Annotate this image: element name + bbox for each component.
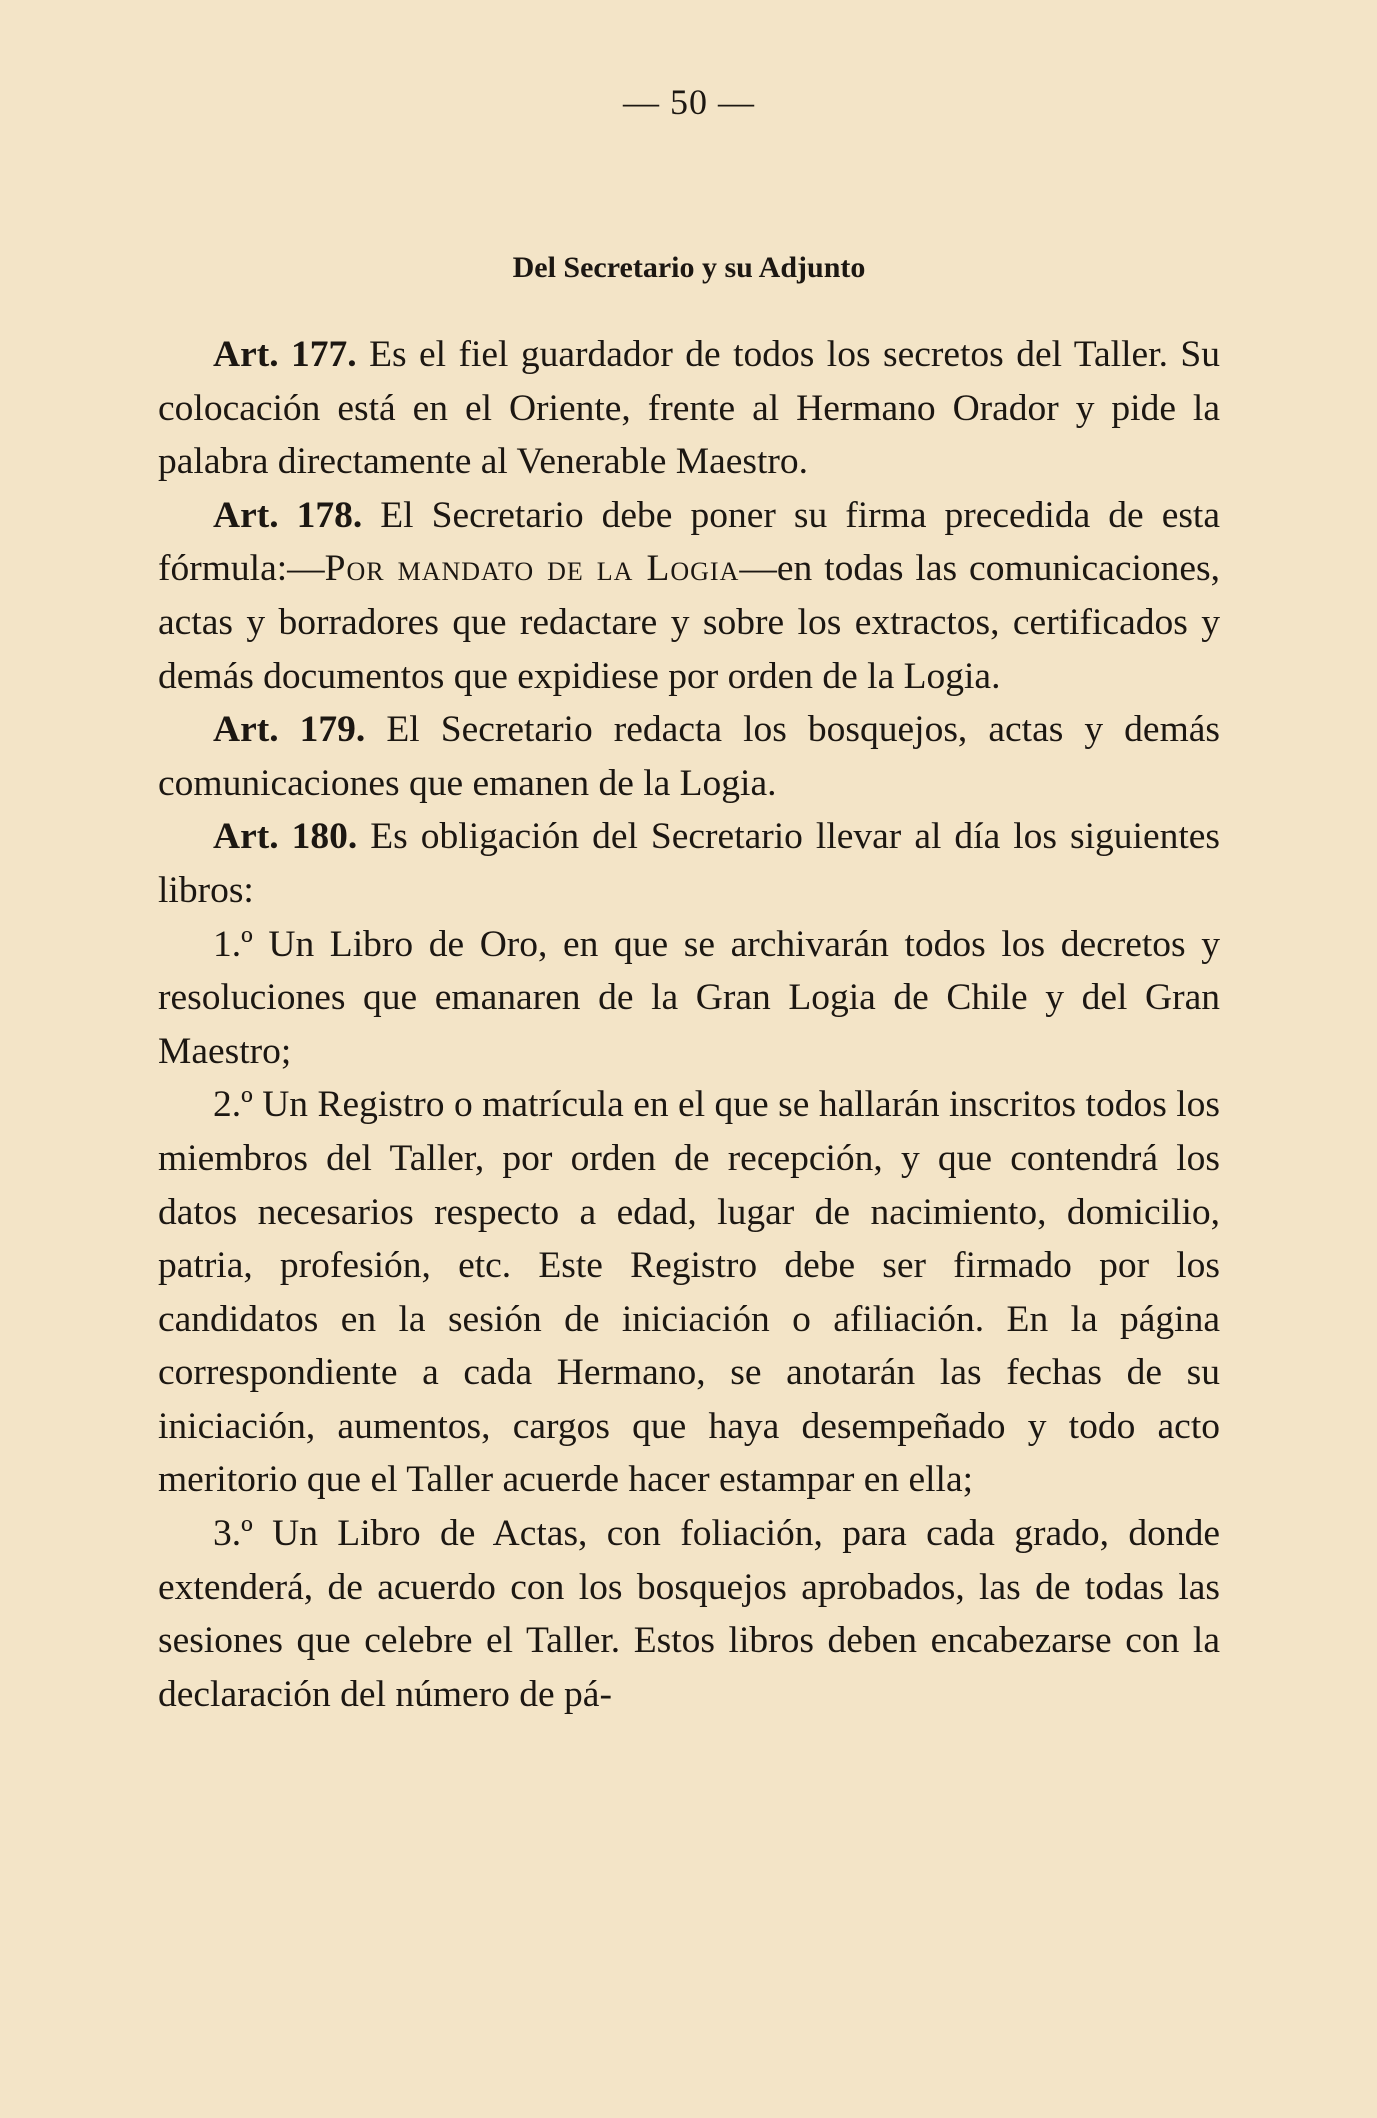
article-179 bbox=[158, 703, 1220, 810]
article-label: Art. 177. bbox=[213, 334, 357, 375]
list-item-1: 1.º Un Libro de Oro, en que se archivarán todos los decretos y resoluciones que emanaren de la Gran Logia de Chile y del Gran Maestro; bbox=[158, 923, 1220, 1072]
article-text-continued: —en todas las comunicaciones, actas y borradores que redactare y sobre los extractos, certificados y demás documentos que expidiese por orden de la Logia. bbox=[158, 548, 1221, 697]
article-text: El Secretario redacta los bosquejos, actas y demás comunicaciones que emanen de la Logia. bbox=[158, 709, 1220, 804]
article-text: Es el fiel guardador de todos los secretos del Taller. Su colocación está en el Oriente, frente al Hermano Orador y pide la palabra directamente al Venerable Maestro. bbox=[158, 334, 1220, 483]
book-page bbox=[158, 82, 1220, 1721]
article-text: El Secretario debe poner su firma precedida de esta fórmula:— bbox=[158, 494, 1220, 590]
article-label: Art. 180. bbox=[213, 816, 358, 858]
article-text: Es obligación del Secretario llevar al día los siguientes libros: bbox=[158, 816, 1220, 911]
section-title: Del Secretario y su Adjunto bbox=[512, 251, 866, 284]
article-180 bbox=[158, 810, 1220, 917]
formula-small-caps: Por mandato de la Logia bbox=[324, 548, 740, 590]
article-label: Art. 179. bbox=[213, 709, 366, 751]
article-178 bbox=[158, 489, 1220, 703]
page-number: — 50 — bbox=[623, 82, 755, 122]
list-item-2: 2.º Un Registro o matrícula en el que se hallarán inscritos todos los miembros del Taller, por orden de recepción, y que contendrá los datos necesarios respecto a edad, lugar de nacimiento, domicilio, patria, profesión, etc. Este Registro debe ser firmado por los candidatos en la sesión de iniciación o afiliación. En la página correspondiente a cada Hermano, se anotarán las fechas de su iniciación, aumentos, cargos que haya desempeñado y todo acto meritorio que el Taller acuerde hacer estampar en ella; bbox=[158, 1084, 1220, 1501]
body-text bbox=[158, 328, 1220, 1721]
article-177 bbox=[158, 328, 1220, 489]
article-label: Art. 178. bbox=[213, 494, 363, 536]
list-item-3: 3.º Un Libro de Actas, con foliación, para cada grado, donde extenderá, de acuerdo con los bosquejos aprobados, las de todas las sesiones que celebre el Taller. Estos libros deben encabezarse con la declaración del número de pá- bbox=[158, 1513, 1220, 1715]
